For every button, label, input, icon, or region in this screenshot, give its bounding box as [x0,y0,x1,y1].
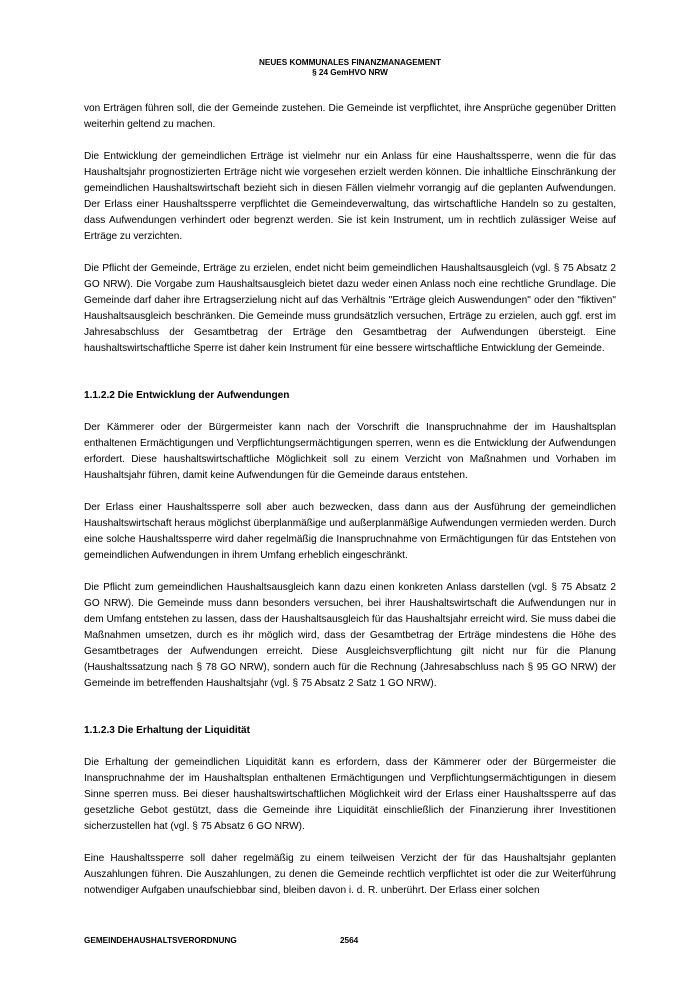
paragraph-3: Die Pflicht der Gemeinde, Erträge zu erzielen, endet nicht beim gemeindlichen Haushaltsausgleich (vgl. § 75 Absatz 2 GO NRW). Die Vorgabe zum Haushaltsausgleich bietet dazu weder einen Anlass noch eine rechtliche Grundlage. Die Gemeinde darf daher ihre Ertragserzielung nicht auf das Verhältnis "Erträge gleich Auswendungen" oder den "fiktiven" Haushaltsausgleich beschränken. Die Gemeinde muss grundsätzlich versuchen, Erträge zu erzielen, auch ggf. erst im Jahresabschluss der Gesamtbetrag der Erträge den Gesamtbetrag der Aufwendungen übersteigt. Eine haushaltswirtschaftliche Sperre ist daher kein Instrument für eine bessere wirtschaftliche Entwicklung der Gemeinde. [84,263,616,354]
paragraph-2: Die Entwicklung der gemeindlichen Erträge ist vielmehr nur ein Anlass für eine Haushaltssperre, wenn die für das Haushaltsjahr prognostizierten Erträge nicht wie vorgesehen erzielt werden können. Die inhaltliche Einschränkung der gemeindlichen Haushaltswirtschaft bezieht sich in diesen Fällen vielmehr vorrangig auf die geplanten Aufwendungen. Der Erlass einer Haushaltssperre verpflichtet die Gemeindeverwaltung, das wirtschaftliche Handeln so zu gestalten, dass Aufwendungen verhindert oder begrenzt werden. Sie ist kein Instrument, um in rechtlich zulässiger Weise auf Erträge zu verzichten. [84,151,616,242]
header-section: § 24 GemHVO NRW [312,68,388,77]
footer-label: GEMEINDEHAUSHALTSVERORDNUNG [84,936,237,945]
paragraph-8: Eine Haushaltssperre soll daher regelmäßig zu einem teilweisen Verzicht der für das Haushaltsjahr geplanten Auszahlungen führen. Die Auszahlungen, zu denen die Gemeinde rechtlich verpflichtet ist oder die zur Weiterführung notwendiger Aufgaben unaufschiebbar sind, bleiben davon i. d. R. unberührt. Der Erlass einer solchen [84,853,616,896]
document-body [84,101,616,915]
paragraph-1: von Erträgen führen soll, die der Gemeinde zustehen. Die Gemeinde ist verpflichtet, ihre Ansprüche gegenüber Dritten weiterhin geltend zu machen. [84,103,616,130]
paragraph-6: Die Pflicht zum gemeindlichen Haushaltsausgleich kann dazu einen konkreten Anlass darstellen (vgl. § 75 Absatz 2 GO NRW). Die Gemeinde muss dann besonders versuchen, bei ihrer Haushaltswirtschaft die Aufwendungen nur in dem Umfang entstehen zu lassen, dass der Haushaltsausgleich für das Haushaltsjahr erreicht wird. Sie muss dabei die Maßnahmen umsetzen, durch es ihr möglich wird, dass der Gesamtbetrag der Erträge mindestens die Höhe des Gesamtbetrages der Aufwendungen erreicht. Diese Ausgleichsverpflichtung gilt nicht nur für die Planung (Haushaltssatzung nach § 78 GO NRW), sondern auch für die Rechnung (Jahresabschluss nach § 95 GO NRW) der Gemeinde im betreffenden Haushaltsjahr (vgl. § 75 Absatz 2 Satz 1 GO NRW). [84,582,616,689]
paragraph-5: Der Erlass einer Haushaltssperre soll aber auch bezwecken, dass dann aus der Ausführung der gemeindlichen Haushaltswirtschaft heraus möglichst überplanmäßige und außerplanmäßige Aufwendungen vermieden werden. Durch eine solche Haushaltssperre wird daher regelmäßig die Inanspruchnahme von Ermächtigungen für das Entstehen von gemeindlichen Aufwendungen in ihrem Umfang erheblich eingeschränkt. [84,502,616,561]
paragraph-7: Die Erhaltung der gemeindlichen Liquidität kann es erfordern, dass der Kämmerer oder der Bürgermeister die Inanspruchnahme der im Haushaltsplan enthaltenen Ermächtigungen und Verpflichtungsermächtigungen in diesem Sinne sperren muss. Bei dieser haushaltswirtschaftlichen Möglichkeit wird der Erlass einer Haushaltssperre auf das gesetzliche Gebot gestützt, dass die Gemeinde ihre Liquidität einschließlich der Finanzierung ihrer Investitionen sicherzustellen hat (vgl. § 75 Absatz 6 GO NRW). [84,757,616,832]
page-header [0,58,700,78]
page-number: 2564 [340,936,359,945]
header-title: NEUES KOMMUNALES FINANZMANAGEMENT [259,58,441,67]
section-heading-liquiditaet: 1.1.2.3 Die Erhaltung der Liquidität [84,725,251,736]
paragraph-4: Der Kämmerer oder der Bürgermeister kann nach der Vorschrift die Inanspruchnahme der im Haushaltsplan enthaltenen Ermächtigungen und Verpflichtungsermächtigungen sperren, wenn es die Entwicklung der Aufwendungen erfordert. Diese haushaltswirtschaftliche Möglichkeit soll zu einem Verzicht von Maßnahmen und Vorhaben im Haushaltsjahr führen, damit keine Aufwendungen für die Gemeinde daraus entstehen. [84,422,616,481]
section-heading-aufwendungen: 1.1.2.2 Die Entwicklung der Aufwendungen [84,390,290,401]
